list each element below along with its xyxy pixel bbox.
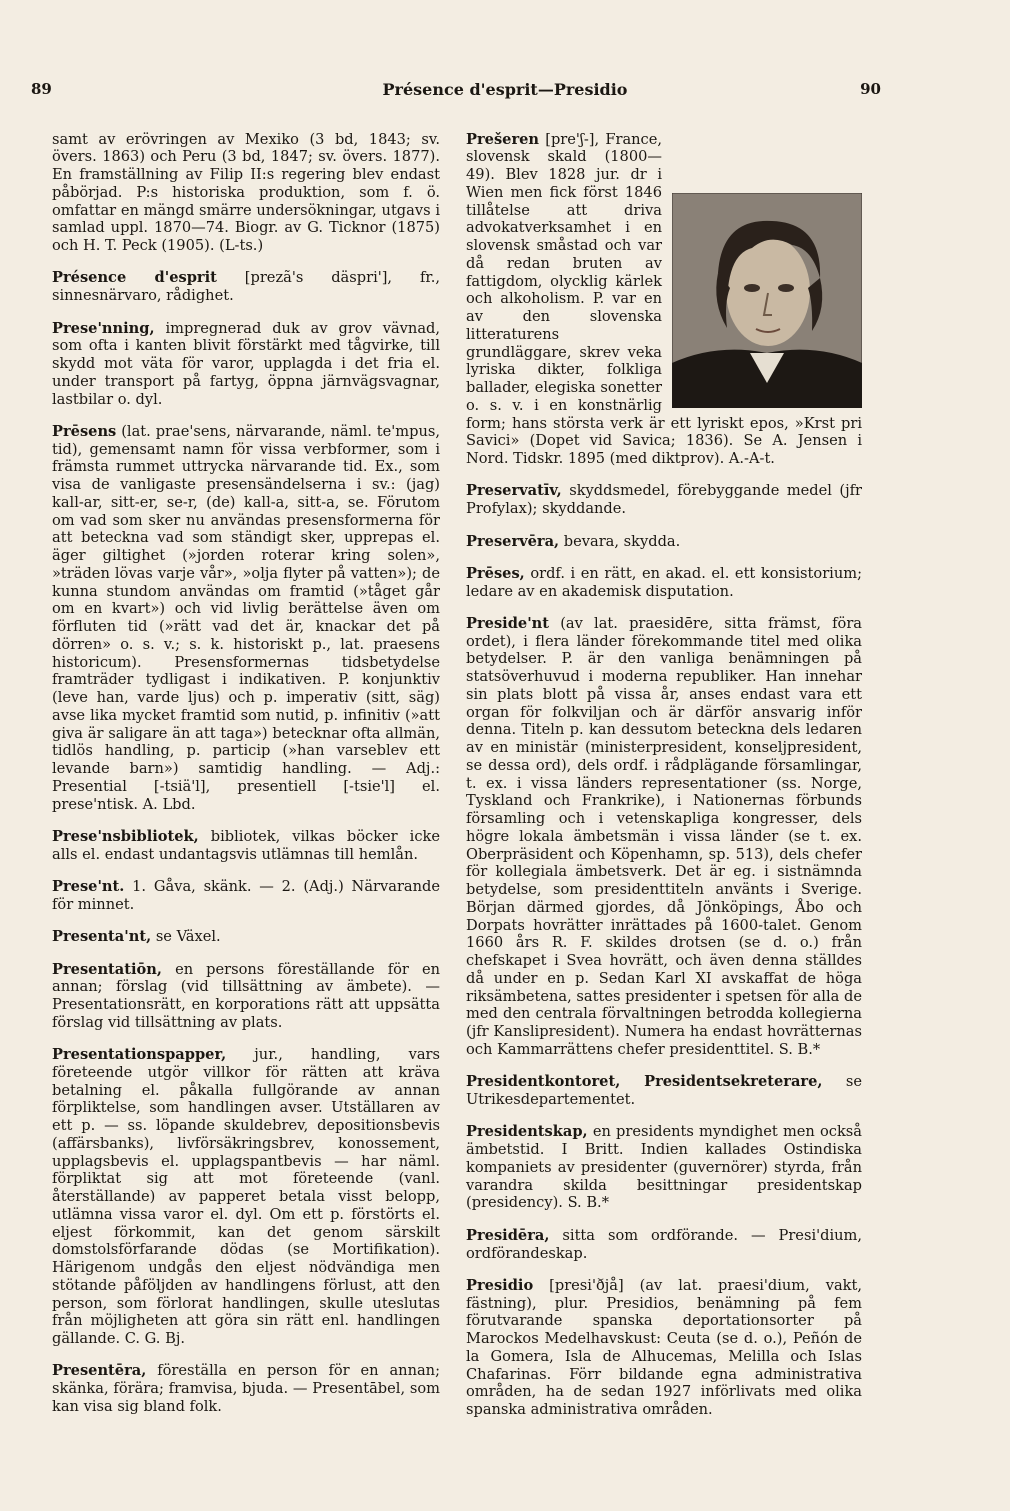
page-number-right: 90 bbox=[860, 80, 881, 98]
entry-present: Prese'nt. 1. Gåva, skänk. — 2. (Adj.) Närvarande för minnet. bbox=[52, 878, 440, 913]
entry-presensbibliotek: Prese'nsbibliotek, bibliotek, vilkas böcker icke alls el. endast undantagsvis utlämnas till hemlån. bbox=[52, 827, 440, 863]
entry-presentera: Presentēra, föreställa en person för en annan; skänka, förära; framvisa, bjuda. — Presentābel, som kan visa sig bland folk. bbox=[52, 1362, 440, 1415]
entry-presidio: Presidio [presi'ðjå] (av lat. praesi'dium, vakt, fästning), plur. Presidios, benämning på fem förutvarande spanska deportationsorter på Marockos Medelhavskust: Ceuta (se d. o.), Peñón de la Gomera, Isla de Alhucemas, Melilla och Islas Chafarinas. Förr bildande egna administrativa områden, ha de sedan 1927 införlivats med olika spanska administrativa områden. bbox=[466, 1276, 862, 1419]
running-head: Présence d'esprit—Presidio bbox=[382, 80, 628, 99]
entry-presens: Prēsens (lat. prae'sens, närvarande, näml. te'mpus, tid), gemensamt namn för vissa verbformer, som i främsta rummet uttrycka närvarande tid. Ex., som visa de vanligaste presensändelserna i sv.: (jag) kall-ar, sitt-er, se-r, (de) kall-a, sitt-a, se. Förutom om vad som sker nu användas presensformerna för att beteckna vad som ständigt sker, upprepas el. äger giltighet (»jorden roterar kring solen», »träden lövas varje vår», »olja flyter på vatten»); de kunna stundom användas om framtid (»tåget går om en kvart») och vid livlig berättelse även om förfluten tid (»rätt vad det är, knackar det på dörren» o. s. v.; s. k. historiskt p., lat. praesens historicum). Presensformernas tidsbetydelse framträder tydligast i indikativen. P. konjunktiv (leve han, varde ljus) och p. imperativ (sitt, säg) avse lika mycket framtid som nutid, p. infinitiv (»att giva är saligare än att taga») betecknar ofta allmän, tidlös handling, p. particip (»han varseblev ett levande barn») samtidig handling. — Adj.: Presential [-tsiä'l], presentiell [-tsie'l] el. prese'ntisk. A. Lbd. bbox=[52, 422, 441, 813]
entry-prescott-continued: samt av erövringen av Mexiko (3 bd, 1843; sv. övers. 1863) och Peru (3 bd, 1847; sv. övers. 1877). En framställning av Filip II:s regering blev endast påbörjad. P:s historiska produktion, som f. ö. omfattar en mängd smärre undersökningar, utgavs i samlad uppl. 1870—74. Biogr. av G. Ticknor (1875) och H. T. Peck (1905). (L-ts.) bbox=[52, 130, 440, 255]
entry-presidera: Presidēra, sitta som ordförande. — Presi'dium, ordförandeskap. bbox=[466, 1226, 863, 1262]
entry-presentationspapper: Presentationspapper, jur., handling, vars företeende utgör villkor för rätten att kräva betalning el. påkalla fullgörande av annan förpliktelse, som handlingen avser. Utställaren av ett p. — ss. löpande skuldebrev, depositionsbevis (affärsbanks), livförsäkringsbrev, konossement, upplagsbevis el. upplagspantbevis — har näml. förpliktat sig att mot företeende (vanl. återställande) av papperet betala visst belopp, utlämna vissa varor el. dyl. Om ett p. förstörts el. eljest förkommit, kan det genom särskilt domstolsförfarande dödas (se Mortifikation). Härigenom undgås den eljest nödvändiga men stötande påföljden av handlingens förlust, att den person, som förlorat handlingen, skulle uteslutas från möjligheten att göra sin rätt enl. handlingen gällande. C. G. Bj. bbox=[52, 1046, 440, 1348]
entry-preses: Prēses, ordf. i en rätt, en akad. el. ett konsistorium; ledare av en akademisk disputation. bbox=[466, 564, 862, 600]
entry-presentant: Presenta'nt, se Växel. bbox=[52, 928, 221, 946]
entry-preservera: Preservēra, bevara, skydda. bbox=[466, 532, 681, 550]
entry-presidentkontoret: Presidentkontoret, Presidentsekreterare, se Utrikesdepartementet. bbox=[466, 1073, 862, 1109]
left-column bbox=[52, 116, 440, 1430]
entry-presence-d-esprit: Présence d'esprit [prezã's däspri'], fr., sinnesnärvaro, rådighet. bbox=[52, 269, 441, 305]
page-header bbox=[0, 80, 1010, 104]
entry-presenning: Prese'nning, impregnerad duk av grov vävnad, som ofta i kanten blivit förstärkt med tågvirke, till skydd mot väta för varor, upplagda i det fria el. under transport på fartyg, öppna järnvägsvagnar, lastbilar o. dyl. bbox=[52, 319, 441, 408]
portrait-image bbox=[672, 193, 862, 408]
right-column bbox=[466, 116, 862, 1433]
entry-preseren: Prešeren [pre'ʃ-], France, slovensk skald (1800—49). Blev 1828 jur. dr i Wien men fick först 1846 tillåtelse att driva advokatverksamhet i en slovensk småstad och var då redan bruten av fattigdom, olycklig kärlek och alkoholism. P. var en av den slovenska litteraturens grundläggare, skrev veka lyriska dikter, folkliga ballader, elegiska sonetter o. s. v. i en konstnärlig form; hans största verk är ett lyriskt epos, »Krst pri Savici» (Dopet vid Savica; 1836). Se A. Jensen i Nord. Tidskr. 1895 (med diktprov). A.-A-t. bbox=[466, 130, 862, 468]
entry-presentation: Presentatiōn, en persons föreställande för en annan; förslag (vid tillsättning av ämbete). — Presentationsrätt, en korporations rätt att uppsätta förslag vid tillsättning av plats. bbox=[52, 960, 441, 1031]
page-number-left: 89 bbox=[31, 80, 52, 98]
entry-preservativ: Preservatīv, skyddsmedel, förebyggande medel (jfr Profylax); skyddande. bbox=[466, 482, 863, 518]
entry-presidentskap: Presidentskap, en presidents myndighet men också ämbetstid. I Britt. Indien kallades Ostindiska kompaniets av presidenter (guvernörer) styrda, från varandra skilda besittningar presidentskap (presidency). S. B.* bbox=[466, 1123, 862, 1212]
entry-president: Preside'nt (av lat. praesidēre, sitta främst, föra ordet), i flera länder förekommande titel med olika betydelser. P. är den vanliga benämningen på statsöverhuvud i moderna republiker. Han innehar sin plats blott på vissa år, anses endast vara ett organ för folkviljan och är därför ansvarig inför denna. Titeln p. kan dessutom beteckna dels ledaren av en ministär (ministerpresident, konseljpresident, se dessa ord), dels ordf. i rådplägande församlingar, t. ex. i vissa länders representationer (ss. Norge, Tyskland och Frankrike), i Nationernas förbunds församling och i vetenskapliga kongresser, dels högre lokala ämbetsmän i vissa länder (se t. ex. Oberpräsident och Köpenhamn, sp. 513), dels chefer för kollegiala ämbetsverk. Det är eg. i sistnämnda betydelse, som presidenttiteln använts i Sverige. Början därmed gjordes, då Jönköpings, Åbo och Dorpats hovrätter inrättades på 1600-talet. Genom 1660 års R. F. skildes drotsen (se d. o.) från chefskapet i Svea hovrätt, och även denna ställdes då under en p. Sedan Karl XI avskaffat de höga riksämbetena, sattes presidenter i spetsen för alla de med den centrala förvaltningen betrodda kollegierna (jfr Kanslipresident). Numera ha endast hovrätternas och Kammarrättens chefer presidenttitel. S. B.* bbox=[466, 614, 863, 1058]
